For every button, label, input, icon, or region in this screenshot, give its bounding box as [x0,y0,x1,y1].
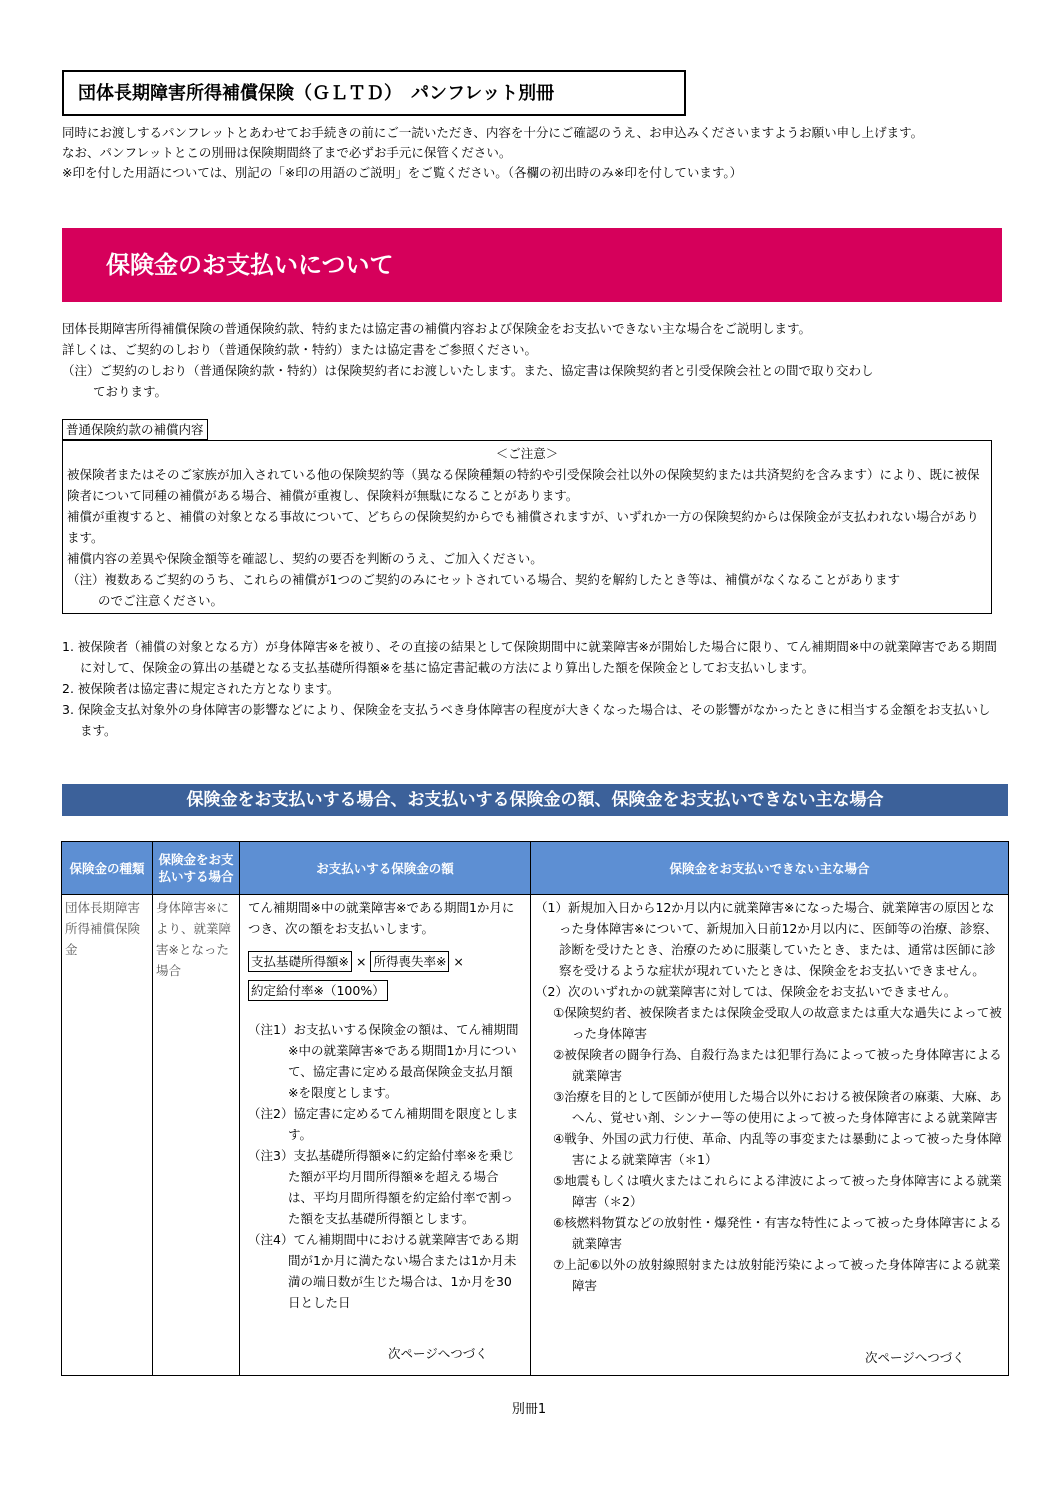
formula-term-base-income: 支払基礎所得額※ [248,951,352,972]
list-item: 1. 被保険者（補償の対象となる方）が身体障害※を被り、その直接の結果として保険期間中に就業障害※が開始した場合に限り、てん補期間※中の就業障害である期間に対して、保険金の算出の基礎となる支払基礎所得額※を基に協定書記載の方法により算出した額を保険金としてお支払いします。 [62,639,997,675]
intro-text [62,123,992,183]
page-number: 別冊1 [511,1402,547,1417]
exclusion-subitem: ③治療を目的として医師が使用した場合以外における被保険者の麻薬、大麻、あへん、覚せい剤、シンナー等の使用によって被った身体障害による就業障害 [553,1089,1002,1125]
section-tag: 普通保険約款の補償内容 [62,419,208,440]
payment-case-text: 身体障害※により、就業障害※となった場合 [156,900,232,978]
intro-line: なお、パンフレットとこの別冊は保険期間終了まで必ずお手元に保管ください。 [62,145,512,160]
notice-paragraph: のでご注意ください。 [98,593,224,608]
formula-term-loss-rate: 所得喪失率※ [370,951,449,972]
header-payment-case: 保険金をお支払いする場合 [153,842,240,895]
insurance-type-text: 団体長期障害所得補償保険金 [65,900,141,957]
notice-heading: ＜ご注意＞ [495,446,559,461]
exclusion-subitem: ②被保険者の闘争行為、自殺行為または犯罪行為によって被った身体障害による就業障害 [553,1047,1002,1083]
table-row [62,895,1009,1376]
exclusion-subitem: ⑥核燃料物質などの放射性・爆発性・有害な特性によって被った身体障害による就業障害 [553,1215,1002,1251]
header-exclusions: 保険金をお支払いできない主な場合 [531,842,1009,895]
formula-term-benefit-rate: 約定給付率※（100%） [248,980,388,1001]
amount-note: （注3）支払基礎所得額※に約定給付率※を乗じた額が平均月間所得額※を超える場合は、平均月間所得額を約定給付率で割った額を支払基礎所得額とします。 [248,1148,515,1226]
lead-line: （注）ご契約のしおり（普通保険約款・特約）は保険契約者にお渡しいたします。また、協定書は保険契約者と引受保険会社との間で取り交わし [62,363,874,378]
continued-label: 次ページへつづく [388,1346,488,1361]
notice-paragraph: 補償が重複すると、補償の対象となる事故について、どちらの保険契約からでも補償されますが、いずれか一方の保険契約からは保険金が支払われない場合があります。 [67,509,979,545]
numbered-items [62,636,997,741]
exclusion-subitem: ④戦争、外国の武力行使、革命、内乱等の事変または暴動によって被った身体障害による就業障害（＊1） [553,1131,1002,1167]
notice-box [62,440,992,614]
exclusion-subitem: ⑤地震もしくは噴火またはこれらによる津波によって被った身体障害による就業障害（＊2） [553,1173,1002,1209]
lead-line: ております。 [93,384,168,399]
exclusion-subitem: ⑦上記⑥以外の放射線照射または放射能汚染によって被った身体障害による就業障害 [553,1257,1001,1293]
cell-payment-case [153,895,240,1376]
continued-label: 次ページへつづく [865,1350,965,1365]
amount-note: （注1）お支払いする保険金の額は、てん補期間※中の就業障害※である期間1か月について、協定書に定める最高保険金支払月額※を限度とします。 [248,1022,519,1100]
header-payment-amount: お支払いする保険金の額 [240,842,531,895]
amount-note: （注2）協定書に定めるてん補期間を限度とします。 [248,1106,519,1142]
times-sign: × [453,954,464,969]
notice-paragraph: 補償内容の差異や保険金額等を確認し、契約の要否を判断のうえ、ご加入ください。 [67,551,543,566]
section-banner: 保険金のお支払いについて [62,228,1002,302]
table-header-row [62,842,1009,895]
header-insurance-type: 保険金の種類 [62,842,153,895]
intro-line: 同時にお渡しするパンフレットとあわせてお手続きの前にご一読いただき、内容を十分にご確認のうえ、お申込みくださいますようお願い申し上げます。 [62,125,924,140]
benefit-table [61,841,1009,1376]
table-section-bar: 保険金をお支払いする場合、お支払いする保険金の額、保険金をお支払いできない主な場合 [62,784,1008,816]
lead-text [62,318,997,402]
exclusion-item: （2）次のいずれかの就業障害に対しては、保険金をお支払いできません。 [535,984,957,999]
amount-intro: てん補期間※中の就業障害※である期間1か月につき、次の額をお支払いします。 [248,900,515,936]
notice-paragraph: （注）複数あるご契約のうち、これらの補償が1つのご契約のみにセットされている場合、契約を解約したとき等は、補償がなくなることがあります [67,572,900,587]
cell-payment-amount [240,895,531,1376]
exclusion-subitem: ①保険契約者、被保険者または保険金受取人の故意または重大な過失によって被った身体障害 [553,1005,1002,1041]
lead-line: 詳しくは、ご契約のしおり（普通保険約款・特約）または協定書をご参照ください。 [62,342,538,357]
exclusion-item: （1）新規加入日から12か月以内に就業障害※になった場合、就業障害の原因となった身体障害※について、新規加入日前12か月以内に、医師等の治療、診察、診断を受けたとき、治療のために服薬していたとき、または、通常は医師に診察を受けるような症状が現れていたときは、保険金をお支払いできません。 [535,900,998,978]
list-item: 2. 被保険者は協定書に規定された方となります。 [62,681,340,696]
times-sign: × [355,954,367,969]
lead-line: 団体長期障害所得補償保険の普通保険約款、特約または協定書の補償内容および保険金をお支払いできない主な場合をご説明します。 [62,321,812,336]
formula [248,947,522,1005]
document-title: 団体長期障害所得補償保険（ＧＬＴＤ） パンフレット別冊 [62,70,686,116]
cell-exclusions [531,895,1009,1376]
cell-insurance-type [62,895,153,1376]
amount-note: （注4）てん補期間中における就業障害である期間が1か月に満たない場合または1か月未満の端日数が生じた場合は、1か月を30日とした日 [248,1232,519,1310]
intro-line: ※印を付した用語については、別記の「※印の用語のご説明」をご覧ください。（各欄の初出時のみ※印を付しています。） [62,165,743,180]
notice-paragraph: 被保険者またはそのご家族が加入されている他の保険契約等（異なる保険種類の特約や引受保険会社以外の保険契約または共済契約を含みます）により、既に被保険者について同種の補償がある場合、補償が重複し、保険料が無駄になることがあります。 [67,467,980,503]
list-item: 3. 保険金支払対象外の身体障害の影響などにより、保険金を支払うべき身体障害の程度が大きくなった場合は、その影響がなかったときに相当する金額をお支払いします。 [62,702,991,738]
